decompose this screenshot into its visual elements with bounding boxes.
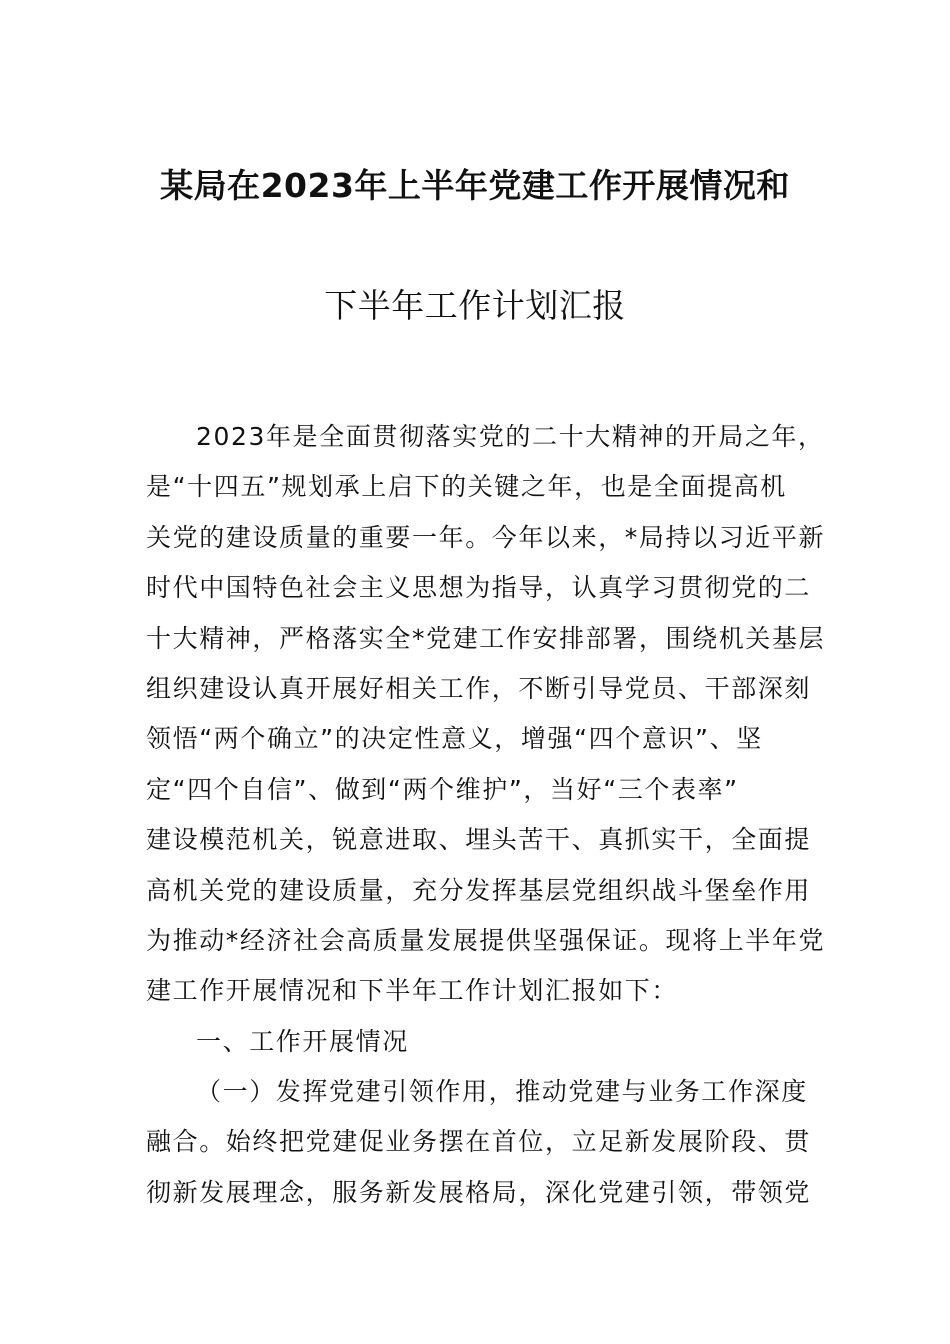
- paragraph-line: 高机关党的建设质量，充分发挥基层党组织战斗堡垒作用: [146, 875, 812, 905]
- paragraph-line: 为推动*经济社会高质量发展提供坚强保证。现将上半年党: [146, 925, 826, 955]
- paragraph-line: 领悟“两个确立”的决定性意义，增强“四个意识”、坚: [146, 724, 763, 754]
- document-body: [146, 412, 826, 1218]
- paragraph-line: 建设模范机关，锐意进取、埋头苦干、真抓实干，全面提: [146, 825, 812, 855]
- paragraph-line: 时代中国特色社会主义思想为指导，认真学习贯彻党的二: [146, 573, 812, 603]
- document-title-line-2: 下半年工作计划汇报: [324, 286, 626, 325]
- paragraph-line: 2023年是全面贯彻落实党的二十大精神的开局之年，: [196, 422, 825, 451]
- paragraph-line: 融合。始终把党建促业务摆在首位，立足新发展阶段、贯: [146, 1127, 812, 1157]
- paragraph-line: 十大精神，严格落实全*党建工作安排部署，围绕机关基层: [146, 623, 826, 653]
- paragraph-line: 组织建设认真开展好相关工作，不断引导党员、干部深刻: [146, 673, 812, 703]
- paragraph-line: 是“十四五”规划承上启下的关键之年，也是全面提高机: [146, 472, 787, 502]
- section-heading: 一、工作开展情况: [196, 1026, 409, 1056]
- document-title-line-1: 某局在2023年上半年党建工作开展情况和: [160, 166, 790, 205]
- paragraph-line: 定“四个自信”、做到“两个维护”，当好“三个表率”: [146, 774, 739, 804]
- paragraph-line: 关党的建设质量的重要一年。今年以来，*局持以习近平新: [146, 522, 826, 552]
- subsection-heading-line: （一）发挥党建引领作用，推动党建与业务工作深度: [196, 1077, 808, 1107]
- paragraph-line: 建工作开展情况和下半年工作计划汇报如下：: [146, 976, 679, 1006]
- paragraph-line: 彻新发展理念，服务新发展格局，深化党建引领，带领党: [146, 1177, 812, 1207]
